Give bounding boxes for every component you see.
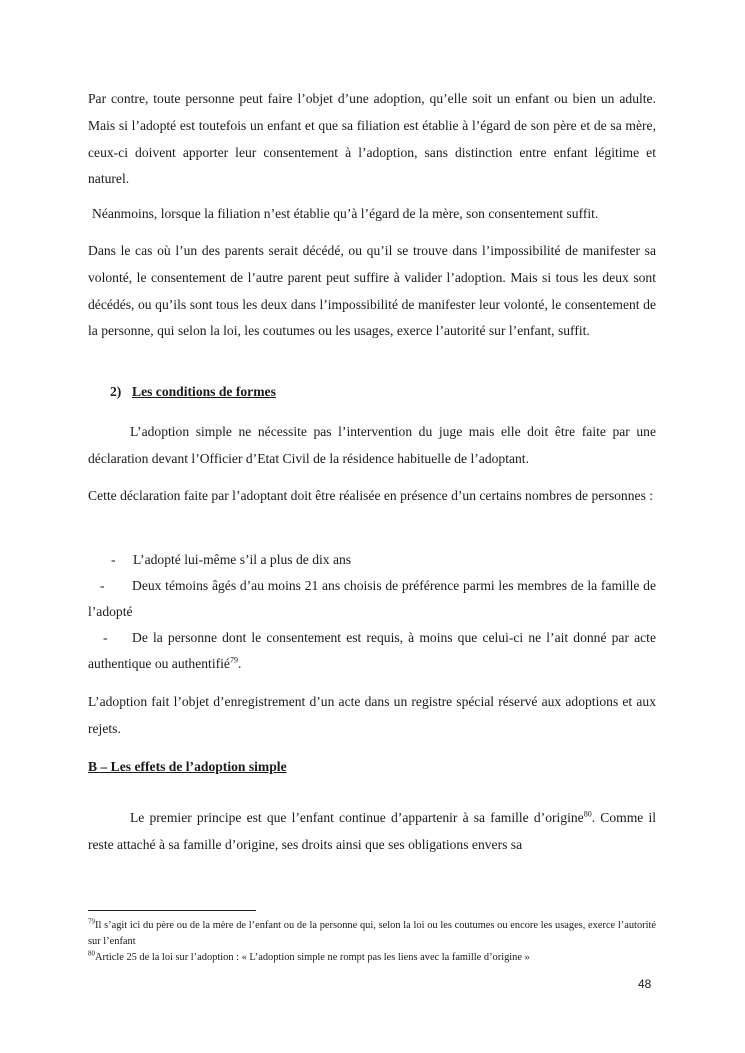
footnote-79 bbox=[88, 918, 656, 950]
list-item-adoptee bbox=[111, 547, 656, 573]
footnote-separator bbox=[88, 910, 256, 911]
paragraph-effects-text: Le premier principe est que l’enfant continue d’appartenir à sa famille d’origine bbox=[130, 810, 584, 825]
list-item-text: De la personne dont le consentement est requis, à moins que celui-ci ne l’ait donné par acte authentique ou authentifié bbox=[88, 630, 656, 671]
list-item-text: L’adopté lui-même s’il a plus de dix ans bbox=[133, 552, 352, 567]
section-heading bbox=[110, 382, 276, 402]
list-dash: - bbox=[111, 552, 116, 567]
footnote-ref-80[interactable]: 80 bbox=[583, 809, 592, 819]
footnote-79-text: Il s’agit ici du père ou de la mère de l’enfant ou de la personne qui, selon la loi ou les coutumes ou encore les usages, exerce l’autorité sur l’enfant bbox=[88, 920, 656, 947]
paragraph-adoption-consent: Par contre, toute personne peut faire l’objet d’une adoption, qu’elle soit un enfant ou bien un adulte. Mais si l’adopté est toutefois un enfant et que sa filiation est établie à l’égard de son père et de sa mère, ceux-ci doivent apporter leur consentement à l’adoption, sans distinction entre enfant légitime et naturel. bbox=[88, 91, 656, 187]
section-title: Les conditions de formes bbox=[132, 384, 276, 399]
footnote-number-80: 80 bbox=[88, 949, 95, 958]
paragraph-effects-continued: . Comme il reste attaché à sa famille d’origine, ses droits ainsi que ses obligations envers sa bbox=[88, 810, 656, 852]
paragraph-deceased-parent: Dans le cas où l’un des parents serait décédé, ou qu’il se trouve dans l’impossibilité de manifester sa volonté, le consentement de l’autre parent peut suffire à valider l’adoption. Mais si tous les deux sont décédés, ou qu’ils sont tous les deux dans l’impossibilité de manifester leur volonté, le consentement de la personne, qui selon la loi, les coutumes ou les usages, exerce l’autorité sur l’enfant, suffit. bbox=[88, 243, 656, 339]
list-item-end: . bbox=[237, 656, 242, 671]
paragraph-declaration: L’adoption simple ne nécessite pas l’intervention du juge mais elle doit être faite par une déclaration devant l’Officier d’Etat Civil de la résidence habituelle de l’adoptant. bbox=[88, 424, 656, 466]
section-number: 2) bbox=[110, 384, 122, 399]
footnote-ref-79[interactable]: 79 bbox=[229, 655, 238, 665]
list-item-text: Deux témoins âgés d’au moins 21 ans choisis de préférence parmi les membres de la famille de l’adopté bbox=[88, 578, 656, 619]
list-dash: - bbox=[103, 630, 108, 645]
footnote-80 bbox=[88, 950, 656, 966]
list-dash: - bbox=[100, 578, 105, 593]
subsection-heading: B – Les effets de l’adoption simple bbox=[88, 759, 287, 774]
footnote-80-text: Article 25 de la loi sur l’adoption : « L’adoption simple ne rompt pas les liens avec la famille d’origine » bbox=[95, 952, 530, 963]
paragraph-witnesses-intro: Cette déclaration faite par l’adoptant doit être réalisée en présence d’un certains nombres de personnes : bbox=[88, 488, 654, 503]
paragraph-mother-consent: Néanmoins, lorsque la filiation n’est établie qu’à l’égard de la mère, son consentement suffit. bbox=[92, 206, 599, 221]
footnote-number-79: 79 bbox=[88, 917, 95, 926]
paragraph-effects bbox=[88, 805, 656, 859]
list-item-witnesses bbox=[88, 573, 656, 625]
page-number: 48 bbox=[638, 977, 652, 991]
list-item-consenting-person bbox=[88, 625, 656, 677]
paragraph-registration: L’adoption fait l’objet d’enregistrement d’un acte dans un registre spécial réservé aux adoptions et aux rejets. bbox=[88, 694, 656, 736]
